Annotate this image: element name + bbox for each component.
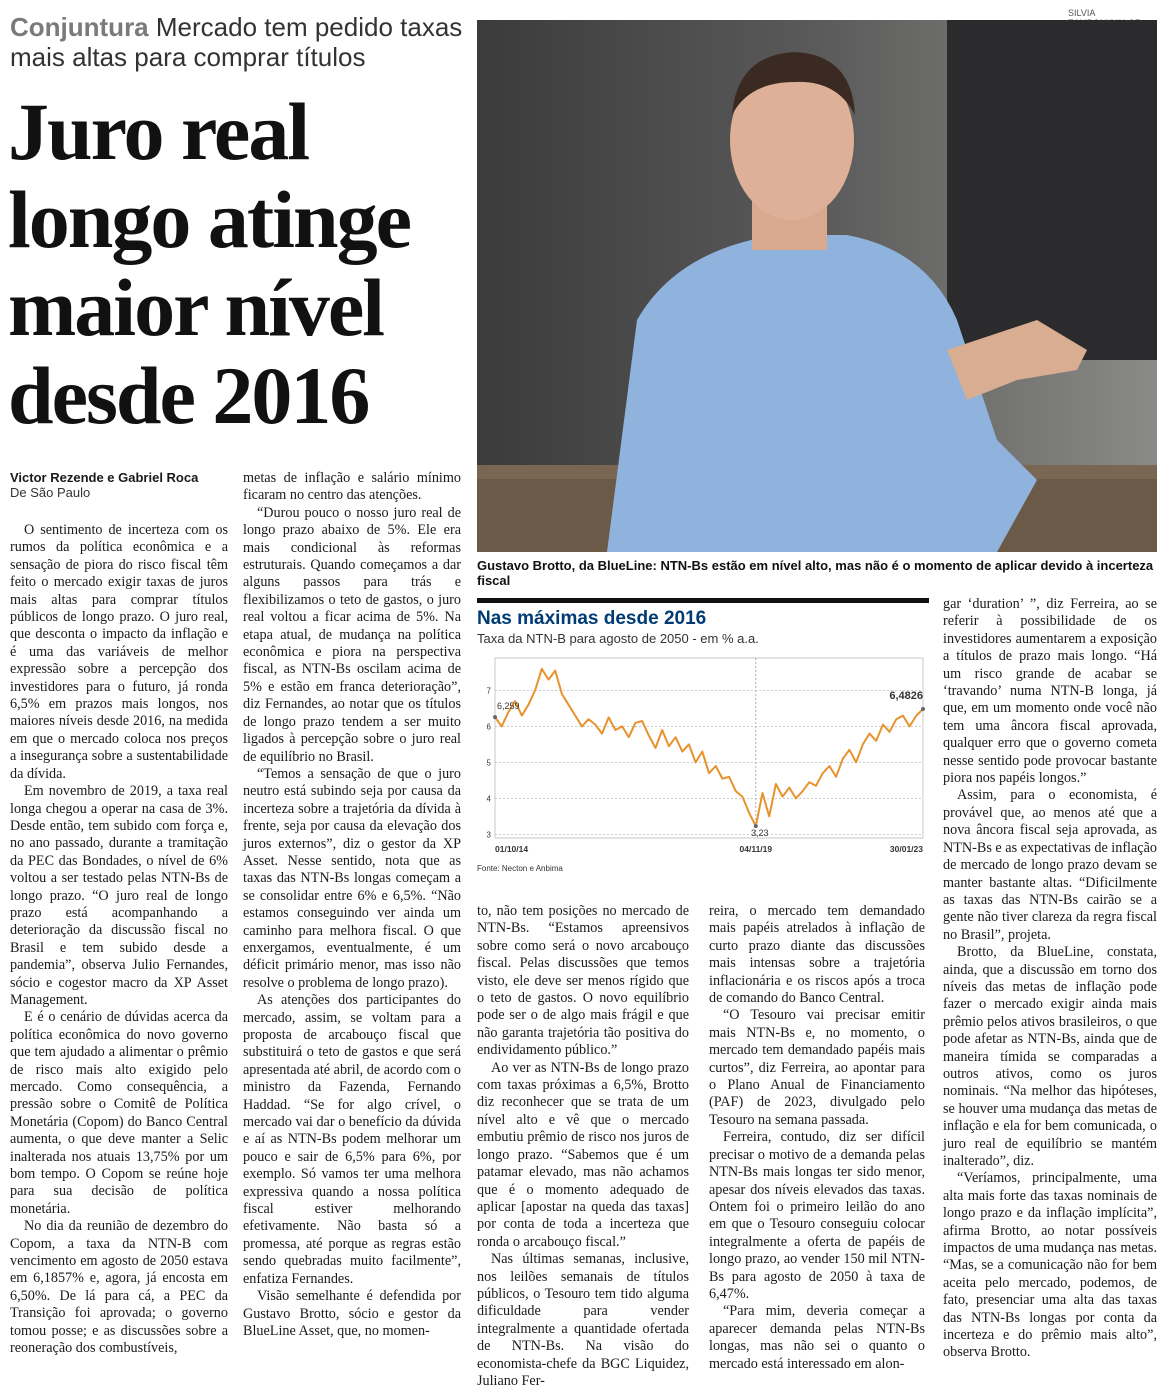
article-column-3	[477, 903, 689, 1390]
article-column-1	[10, 522, 228, 1358]
article-column-2	[243, 470, 461, 1340]
kicker-text: Mercado tem pedido taxas mais altas para comprar títulos	[10, 12, 463, 72]
paragraph: “Durou pouco o nosso juro real de longo prazo abaixo de 5%. Ele era mais condicional às reformas estruturais. Quando começamos a dar alguns passos para trás e flexibilizamos o teto de gastos, o juro real voltou a ficar acima de 5%. Na etapa atual, de mudança na política econômica e piora na perspectiva fiscal, as NTN-Bs oscilam acima de 5% e estão em franca deterioração”, diz Fernandes, ao notar que os títulos de longo prazo tendem a ser muito ligados à percepção sobre o juro real de equilíbrio no Brasil.	[243, 504, 461, 765]
paragraph: reira, o mercado tem demandado mais papéis atrelados à inflação de curto prazo diante das discussões mais intensas sobre a trajetória inflacionária e os riscos após a troca de comando do Banco Central.	[709, 903, 925, 1007]
y-tick-label: 6	[486, 722, 491, 732]
x-tick-label: 30/01/23	[889, 844, 923, 854]
paragraph: No dia da reunião de dezembro do Copom, a taxa da NTN-B com vencimento em agosto de 2050 estava em 6,1857% e, agora, já encosta em 6,50%. De lá para cá, a PEC da Transição foi aprovada; o governo tomou posse; e as discussões sobre a reoneração dos combustíveis,	[10, 1218, 228, 1357]
paragraph: E é o cenário de dúvidas acerca da política econômica do novo governo que tem ajudado a alimentar o prêmio de risco mais alto exigido pelo mercado. Como consequência, a pressão sobre o Comitê de Política Monetária (Copom) do Banco Central aumenta, o que deve manter a Selic inalterada nos atuais 13,75% por um bom tempo. O Copom se reúne hoje para sua decisão de política monetária.	[10, 1009, 228, 1217]
portrait-illustration	[477, 20, 1157, 552]
x-tick-label: 04/11/19	[739, 844, 773, 854]
chart-rule	[477, 598, 929, 603]
paragraph: metas de inflação e salário mínimo ficaram no centro das atenções.	[243, 470, 461, 504]
photo-caption: Gustavo Brotto, da BlueLine: NTN-Bs estão em nível alto, mas não é o momento de aplicar devido à incerteza fiscal	[477, 558, 1154, 588]
paragraph: gar ‘duration’ ”, diz Ferreira, ao se referir à possibilidade de os investidores aumentarem a exposição a títulos de prazo mais longo. “Há um risco grande de acabar se ‘travando’ numa NTN-B longa, já que, em um momento onde você não tem uma âncora fiscal aprovada, qualquer erro que o governo cometa nesse sentido pode provocar bastante piora nos papéis longos.”	[943, 596, 1157, 787]
paragraph: Brotto, da BlueLine, constata, ainda, que a discussão em torno dos níveis das metas de inflação pode fazer o mercado exigir ainda mais prêmio pelos ativos brasileiros, o que pode afetar as NTN-Bs, ainda que de maneira tímida se comparadas a outros ativos, como os juros nominais. “Na melhor das hipóteses, se houver uma mudança das metas de inflação e ela for bem comunicada, o juro real de equilíbrio se mantém inalterado”, diz.	[943, 944, 1157, 1169]
byline-authors: Victor Rezende e Gabriel Roca	[10, 470, 199, 485]
paragraph: Ao ver as NTN-Bs de longo prazo com taxas próximas a 6,5%, Brotto diz reconhecer que se trata de um nível alto e vê que o mercado embutiu prêmio de risco nos juros de longo prazo. “Sabemos que é um patamar elevado, mas não achamos que é o momento adequado de aplicar [apostar na queda das taxas] por conta de toda a incerteza que ronda o arcabouço fiscal.”	[477, 1059, 689, 1250]
chart-source: Fonte: Necton e Anbima	[477, 864, 563, 873]
annotation-label: 3,23	[751, 828, 769, 839]
y-tick-label: 7	[486, 686, 491, 696]
paragraph: O sentimento de incerteza com os rumos da política econômica e a sensação de piora do risco fiscal têm feito o mercado exigir taxas de juros mais altas para comprar títulos públicos de longo prazo. O juro real, que desconta o impacto da inflação e é uma das variáveis de melhor expressão sobre a percepção dos investidores para o futuro, já ronda 6,5% em prazos mais longos, nos maiores níveis desde 2016, na medida em que o mercado coloca nos preços a insegurança sobre a sustentabilidade da dívida.	[10, 522, 228, 782]
byline	[10, 470, 230, 500]
annotation-label: 6,259	[497, 701, 520, 712]
paragraph: Nas últimas semanas, inclusive, nos leilões semanais de títulos públicos, o Tesouro tem tido alguma dificuldade para vender integralmente a quantidade ofertada de NTN-Bs. Na visão do economista-chefe da BGC Liquidez, Juliano Fer-	[477, 1251, 689, 1389]
paragraph: to, não tem posições no mercado de NTN-Bs. “Estamos apreensivos sobre como será o novo arcabouço fiscal. Pelas discussões que temos visto, ele deve ser menos rígido que o teto de gastos. O novo equilíbrio pode ser o de algo mais frágil e que não garanta trajetória tão positiva do endividamento público.”	[477, 903, 689, 1059]
y-tick-label: 5	[486, 758, 491, 768]
paragraph: Ferreira, contudo, diz ser difícil precisar o motivo de a demanda pelas NTN-Bs mais longas ter sido menor, apesar dos níveis elevados das taxas. Ontem foi o primeiro leilão do ano em que o Tesouro conseguiu colocar integralmente a oferta de papéis de longo prazo, ao vender 150 mil NTN-Bs para agosto de 2050 à taxa de 6,47%.	[709, 1129, 925, 1302]
chart-subtitle: Taxa da NTN-B para agosto de 2050 - em % a.a.	[477, 631, 759, 646]
paragraph: “O Tesouro vai precisar emitir mais NTN-Bs e, no momento, o mercado tem demandado papéis mais curtos”, diz Ferreira, ao apontar para o Plano Anual de Financiamento (PAF) de 2023, divulgado pelo Tesouro na semana passada.	[709, 1007, 925, 1128]
paragraph: “Para mim, deveria começar a aparecer demanda pelas NTN-Bs longas, mas não sei o quanto o mercado está interessado em alon-	[709, 1303, 925, 1372]
x-tick-label: 01/10/14	[495, 844, 529, 854]
paragraph: Em novembro de 2019, a taxa real longa chegou a operar na casa de 3%. Desde então, tem subido com força e, no ano passado, durante a tramitação da PEC das Bondades, o nível de 6% voltou a ser testado pelas NTN-Bs de longo prazo. “O juro real de longo prazo está acompanhando a deterioração da discussão fiscal no Brasil e tem subido desde a pandemia”, observa Julio Fernandes, sócio e cogestor macro da XP Asset Management.	[10, 783, 228, 1008]
paragraph: “Temos a sensação de que o juro neutro está subindo seja por causa da incerteza sobre a trajetória da dívida à frente, seja por causa da elevação dos juros externos”, diz o gestor da XP Asset. Nesse sentido, nota que as taxas das NTN-Bs longas começam a se consolidar entre 6% e 6,5%. “Não estamos conseguindo ver ainda um caminho para melhora fiscal. O que enxergamos, eventualmente, é um déficit primário menor, mas isso não resolve o problema de longo prazo).	[243, 765, 461, 991]
paragraph: Assim, para o economista, é provável que, ao menos até que a nova âncora fiscal seja aprovada, as NTN-Bs e as expectativas de inflação de mercado de longo prazo devam se manter bastante altas. “Dificilmente as taxas das NTN-Bs cairão se a gente não tiver clareza da regra fiscal no Brasil”, projeta.	[943, 787, 1157, 943]
annotation-point	[921, 707, 925, 711]
chart	[477, 598, 929, 880]
annotation-point	[493, 715, 497, 719]
annotation-label: 6,4826	[889, 690, 923, 703]
kicker	[10, 12, 470, 72]
paragraph: “Veríamos, principalmente, uma alta mais forte das taxas nominais de longo prazo e da inflação implícita”, afirma Brotto, ao notar possíveis impactos de uma mudança nas metas. “Mas, se a comunicação não for bem aceita pelo mercado, podemos, de fato, presenciar uma alta das taxas das NTN-Bs longas por conta da incerteza e do prêmio mais alto”, observa Brotto.	[943, 1170, 1157, 1361]
section-label: Conjuntura	[10, 12, 149, 42]
headline: Juro real longo atinge maior nível desde 2016	[8, 86, 410, 441]
paragraph: As atenções dos participantes do mercado, assim, se voltam para a proposta de arcabouço fiscal que substituirá o teto de gastos e que será apresentada até abril, de acordo com o ministro da Fazenda, Fernando Haddad. “Se for algo crível, o mercado vai dar o benefício da dúvida e aí as NTN-Bs podem melhorar um pouco e sair de 6,5% para 6%, por exemplo. Só vamos ter uma melhora expressiva quando a nossa política fiscal estiver melhorando efetivamente. Não basta só a promessa, até porque as regras estão sendo quebradas muito facilmente”, enfatiza Fernandes.	[243, 992, 461, 1287]
photo	[477, 20, 1157, 552]
byline-place: De São Paulo	[10, 485, 91, 500]
y-tick-label: 4	[486, 794, 491, 804]
photo-credit: SILVIA	[1068, 8, 1095, 18]
chart-plot	[477, 650, 929, 860]
y-tick-label: 3	[486, 830, 491, 840]
paragraph: Visão semelhante é defendida por Gustavo Brotto, sócio e gestor da BlueLine Asset, que, no momen-	[243, 1288, 461, 1339]
article-column-4	[709, 903, 925, 1373]
article-column-5	[943, 596, 1157, 1362]
chart-title: Nas máximas desde 2016	[477, 608, 707, 629]
